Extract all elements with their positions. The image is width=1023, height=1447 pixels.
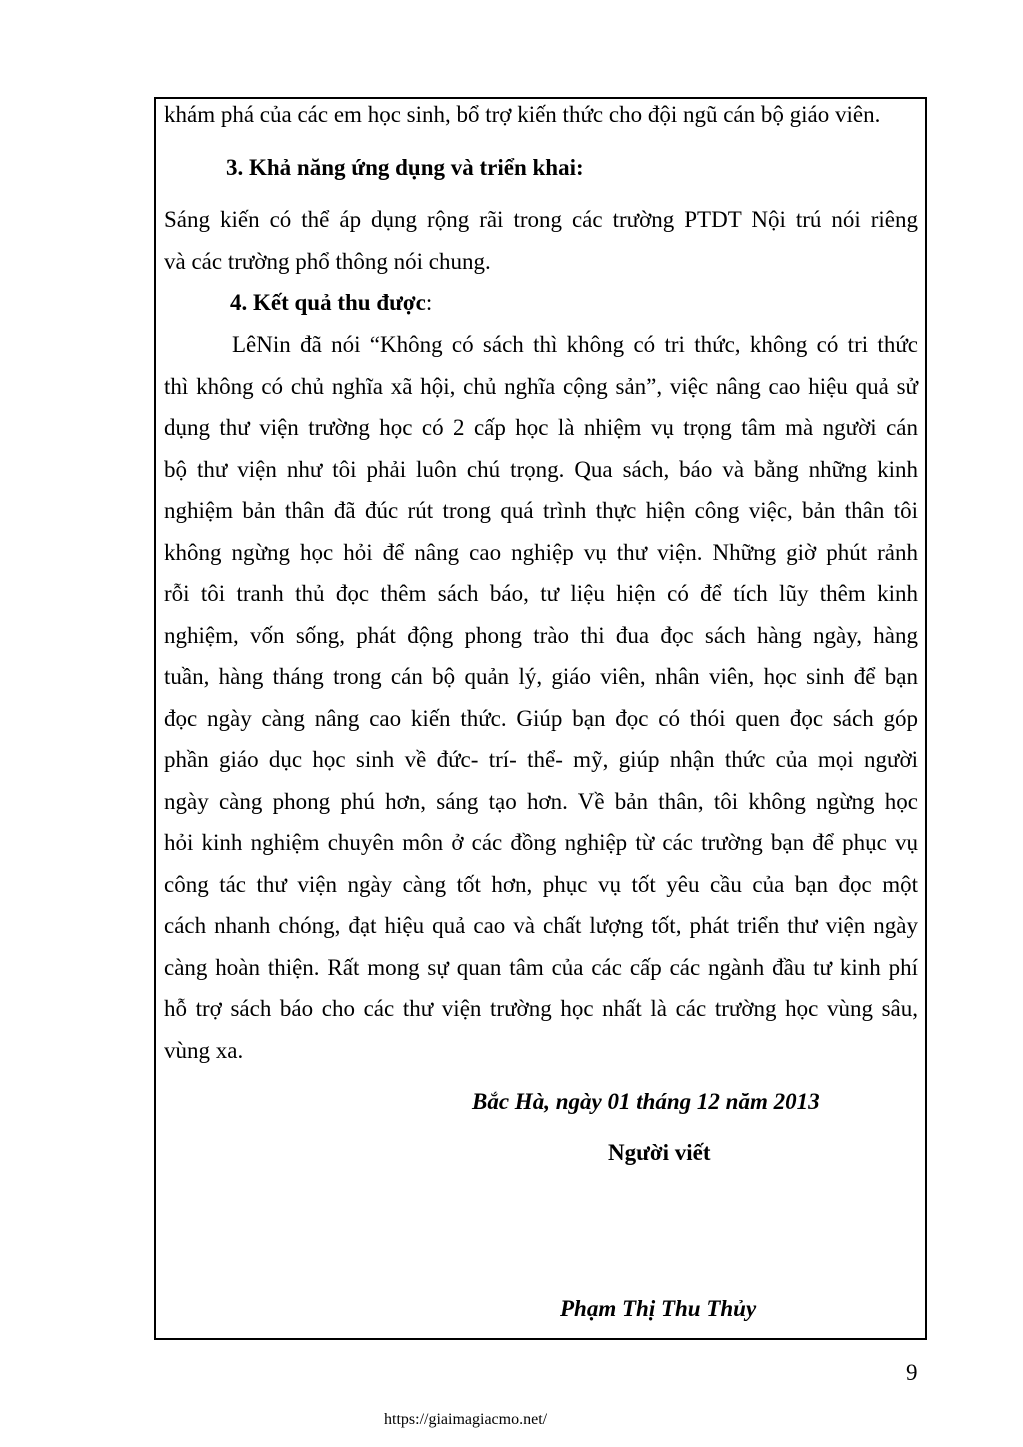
section-4-line: thì không có chủ nghĩa xã hội, chủ nghĩa cộng sản”, việc nâng cao hiệu quả sử [164,374,918,399]
section-4-line: tuần, hàng tháng trong cán bộ quản lý, giáo viên, nhân viên, học sinh để bạn [164,664,918,689]
signature-role: Người viết [608,1140,711,1165]
section-4-line: hỗ trợ sách báo cho các thư viện trường học nhất là các trường học vùng sâu, [164,996,918,1021]
section-4-line: LêNin đã nói “Không có sách thì không có tri thức, không có tri thức [232,332,918,357]
section-4-heading-row [230,289,432,317]
section-4-line: càng hoàn thiện. Rất mong sự quan tâm của các cấp các ngành đầu tư kinh phí [164,955,918,980]
section-4-heading: 4. Kết quả thu được [230,290,426,315]
section-4-line: vùng xa. [164,1038,244,1063]
section-3-heading: 3. Khả năng ứng dụng và triển khai: [226,155,584,180]
section-4-line: rỗi tôi tranh thủ đọc thêm sách báo, tư liệu hiện có để tích lũy thêm kinh [164,581,918,606]
section-4-line: ngày càng phong phú hơn, sáng tạo hơn. Về bản thân, tôi không ngừng học [164,789,918,814]
section-4-line: phần giáo dục học sinh về đức- trí- thể- mỹ, giúp nhận thức của mọi người [164,747,918,772]
section-4-line: đọc ngày càng nâng cao kiến thức. Giúp bạn đọc có thói quen đọc sách góp [164,706,918,731]
section-4-line: công tác thư viện ngày càng tốt hơn, phục vụ tốt yêu cầu của bạn đọc một [164,872,918,897]
section-4-line: dụng thư viện trường học có 2 cấp học là nhiệm vụ trọng tâm mà người cán [164,415,918,440]
section-4-line: không ngừng học hỏi để nâng cao nghiệp vụ thư viện. Những giờ phút rảnh [164,540,918,565]
signature-place-date: Bắc Hà, ngày 01 tháng 12 năm 2013 [472,1089,820,1114]
section-4-line: bộ thư viện như tôi phải luôn chú trọng. Qua sách, báo và bằng những kinh [164,457,918,482]
section-4-heading-colon: : [425,290,433,315]
signature-name: Phạm Thị Thu Thủy [560,1296,757,1321]
section-3-line: và các trường phổ thông nói chung. [164,249,491,274]
section-4-line: cách nhanh chóng, đạt hiệu quả cao và chất lượng tốt, phát triển thư viện ngày [164,913,918,938]
footer-url-link[interactable]: https://giaimagiacmo.net/ [384,1411,548,1428]
section-4-line: nghiệm, vốn sống, phát động phong trào thi đua đọc sách hàng ngày, hàng [164,623,918,648]
paragraph-line-intro: khám phá của các em học sinh, bổ trợ kiến thức cho đội ngũ cán bộ giáo viên. [164,102,881,127]
section-4-line: hỏi kinh nghiệm chuyên môn ở các đồng nghiệp từ các trường bạn để phục vụ [164,830,918,855]
section-4-line: nghiệm bản thân đã đúc rút trong quá trình thực hiện công việc, bản thân tôi [164,498,918,523]
section-3-line: Sáng kiến có thể áp dụng rộng rãi trong các trường PTDT Nội trú nói riêng [164,207,918,232]
page-number: 9 [906,1360,918,1385]
